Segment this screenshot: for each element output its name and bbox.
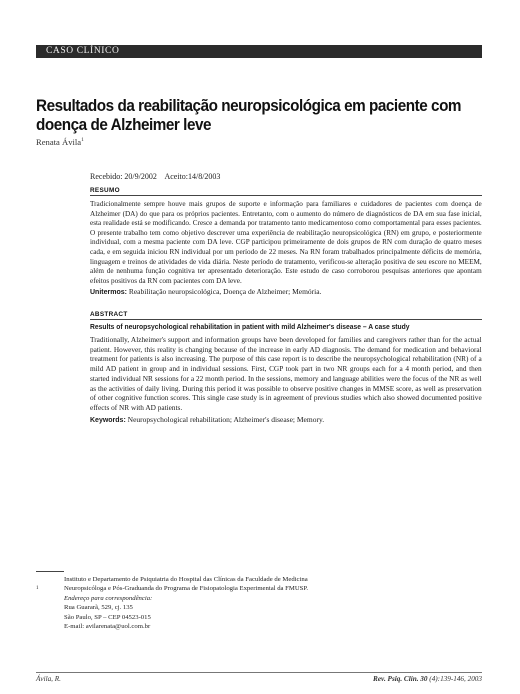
- footnote-mark: 1: [36, 586, 39, 592]
- section-label: CASO CLÍNICO: [36, 45, 482, 58]
- abstract-section: [90, 311, 482, 424]
- abstract-text: Traditionally, Alzheimer's support and information groups have been developed for families and caregivers rather than for the actual patient. However, this reality is changing because of the increase in early AD diagnosis. The demand for medication and behavioral treatment for patients is also increasing. The purpose of this case report is to describe the neuropsychological rehabilitation (NR) of a mild AD patient in group and in individual sessions. First, CGP took part in two NR groups each for a 4 month period, and then started individual NR sessions for a 22 month period. In the sessions, memory and language abilities were the focus of the NR as well as the activities of daily living. During this period it was possible to observe positive changes in MMSE score, as well as preservation of other cognitive function scores. This single case study is in agreement of previous studies which also showed documented positive effects of NR with AD patients.: [90, 335, 482, 412]
- running-author: Ávila, R.: [36, 675, 61, 683]
- footnotes: [36, 575, 476, 631]
- address-label: Endereço para correspondência:: [64, 594, 153, 602]
- author-affiliation-mark: 1: [81, 137, 84, 144]
- article-title: [36, 96, 462, 134]
- footer-rule: [36, 672, 482, 673]
- resumo-heading: RESUMO: [90, 187, 482, 196]
- keywords-text: Neuropsychological rehabilitation; Alzheimer's disease; Memory.: [127, 414, 325, 424]
- journal-name: Rev. Psiq. Clín. 30: [373, 675, 428, 683]
- author-name: Renata Ávila: [36, 137, 82, 147]
- footnote-affiliation: [36, 584, 476, 593]
- abstract-heading: ABSTRACT: [90, 311, 482, 320]
- address-line-2: São Paulo, SP – CEP 04523-015: [64, 613, 151, 621]
- address-line-1: Rua Guararã, 529, cj. 135: [64, 604, 133, 612]
- footnote-institution: Instituto e Departamento de Psiquiatria do Hospital das Clínicas da Faculdade de Medicina: [64, 576, 308, 583]
- resumo-section: [90, 187, 482, 296]
- unitermos-label: Unitermos:: [90, 289, 127, 297]
- title-line-2: doença de Alzheimer leve: [36, 115, 212, 134]
- received-accepted-dates: Recebido: 20/9/2002 Aceito:14/8/2003: [90, 172, 221, 181]
- journal-citation: [373, 675, 482, 683]
- footnote-affiliation-text: Neuropsicóloga e Pós-Graduanda do Programa de Fisiopatologia Experimental da FMUSP.: [64, 585, 309, 593]
- unitermos-text: Reabilitação neuropsicológica, Doença de Alzheimer; Memória.: [128, 287, 322, 297]
- abstract-title: Results of neuropsychological rehabilitation in patient with mild Alzheimer's disease – A case study: [90, 323, 410, 331]
- citation-details: (4):139-146, 2003: [427, 675, 482, 683]
- author: [36, 137, 84, 147]
- title-line-1: Resultados da reabilitação neuropsicológica em paciente com: [36, 96, 462, 115]
- footnote-rule: [36, 571, 64, 572]
- keywords-label: Keywords:: [90, 416, 126, 424]
- unitermos-line: [90, 287, 482, 296]
- keywords-line: [90, 415, 482, 424]
- resumo-text: Tradicionalmente sempre houve mais grupos de suporte e informação para familiares e cuidadores de pacientes com doença de Alzheimer (DA) do que para os próprios pacientes. Entretanto, com o aumento do número de diagnósticos de DA em sua fase inicial, esta realidade está se modificando. Cresce a demanda por tratamento tanto medicamentoso como comportamental para esses pacientes. O presente trabalho tem como objetivo descrever uma experiência de reabilitação neuropsicológica (RN) em grupo, e posteriormente individual, com a mesma paciente com DA leve. CGP participou primeiramente de dois grupos de RN com duração de quatro meses cada, e em seguida iniciou RN individual por um período de 22 meses. Na RN foram trabalhados principalmente déficits de memória, linguagem e treinos de atividades de vida diária. Neste período de tratamento, verificou-se alteração positiva de seu escore no MEEM, além de nenhuma função cognitiva ter apresentado deterioração. Este estudo de caso corroborou pesquisas anteriores que apontam efeitos positivos da RN com pacientes com DA leve.: [90, 199, 482, 285]
- address-email: E-mail: avilarenata@uol.com.br: [64, 623, 151, 631]
